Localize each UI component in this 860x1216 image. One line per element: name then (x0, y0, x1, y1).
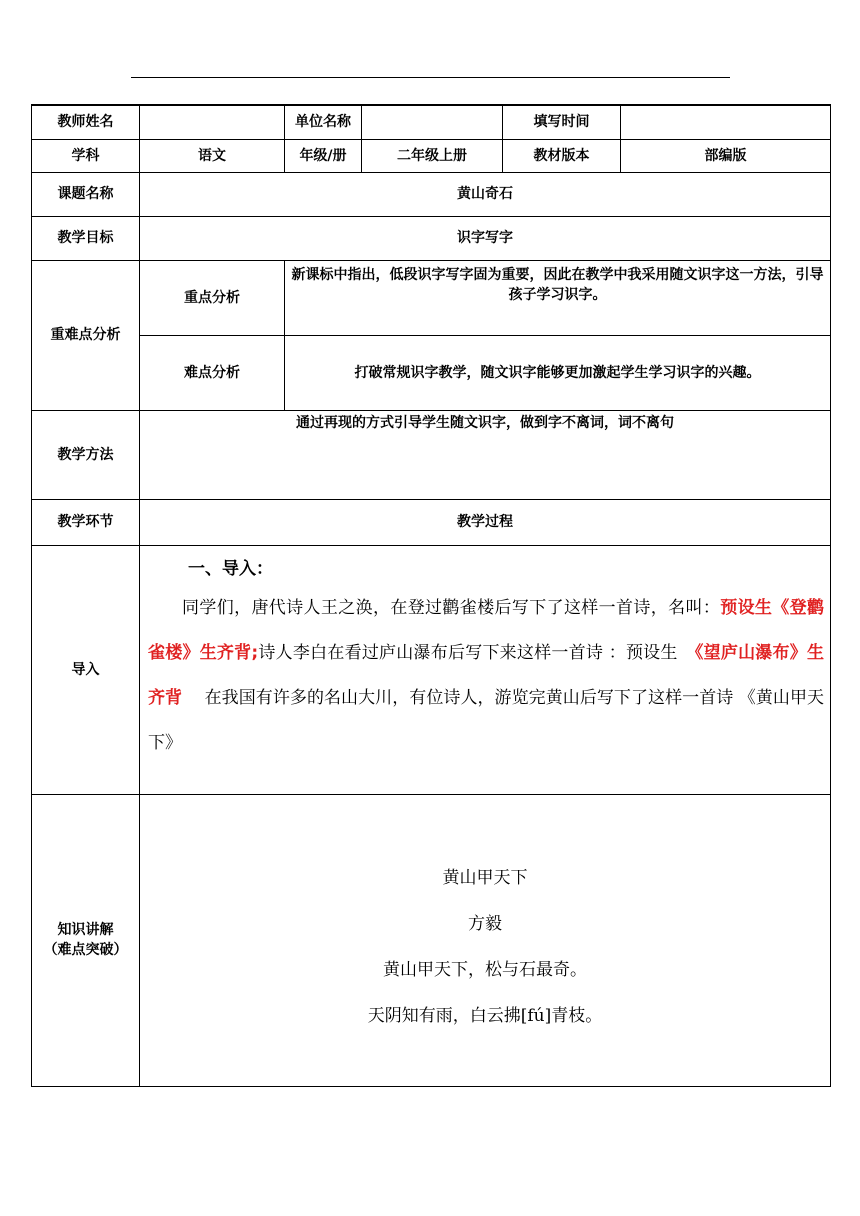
grade-label: 年级/册 (285, 139, 362, 172)
poem-author: 方毅 (468, 913, 502, 934)
poem-line-1: 黄山甲天下，松与石最奇。 (383, 959, 587, 980)
fill-time-value[interactable] (621, 105, 831, 139)
poem-line-2: 天阴知有雨，白云拂[fú]青枝。 (367, 1005, 603, 1026)
knowledge-label-line1: 知识讲解 (57, 922, 114, 938)
lesson-plan-table (31, 104, 831, 1087)
intro-text-1: 同学们，唐代诗人王之涣，在登过鹳雀楼后写下了这样一首诗，名叫： (182, 597, 721, 618)
intro-text-2: 诗人李白在看过庐山瀑布后写下来这样一首诗 ：预设生 (258, 642, 695, 663)
row-subject (32, 139, 831, 172)
row-knowledge (32, 794, 831, 1086)
row-topic (32, 172, 831, 216)
row-process-header (32, 499, 831, 545)
edition-label: 教材版本 (503, 139, 621, 172)
grade-value: 二年级上册 (362, 139, 503, 172)
hard-label: 难点分析 (140, 335, 285, 410)
row-focus (32, 260, 831, 335)
intro-red-2: 《望庐山瀑布》生齐背 (148, 642, 824, 708)
intro-label: 导入 (32, 545, 140, 794)
teacher-name-label: 教师姓名 (32, 105, 140, 139)
knowledge-label (32, 794, 140, 1086)
hard-text: 打破常规识字教学，随文识字能够更加激起学生学习识字的兴趣。 (285, 335, 831, 410)
method-label: 教学方法 (32, 410, 140, 499)
poem-title: 黄山甲天下 (442, 867, 528, 888)
unit-name-label: 单位名称 (285, 105, 362, 139)
knowledge-content (140, 794, 831, 1086)
teacher-name-value[interactable] (140, 105, 285, 139)
goal-label: 教学目标 (32, 216, 140, 260)
row-method (32, 410, 831, 499)
subject-value: 语文 (140, 139, 285, 172)
row-teacher (32, 105, 831, 139)
header-rule (131, 77, 730, 78)
process-stage-label: 教学环节 (32, 499, 140, 545)
process-label: 教学过程 (140, 499, 831, 545)
subject-label: 学科 (32, 139, 140, 172)
intro-paragraph (148, 586, 824, 766)
topic-label: 课题名称 (32, 172, 140, 216)
fill-time-label: 填写时间 (503, 105, 621, 139)
method-text: 通过再现的方式引导学生随文识字，做到字不离词，词不离句 (140, 410, 831, 499)
row-goal (32, 216, 831, 260)
intro-content (140, 545, 831, 794)
knowledge-label-line2: （难点突破） (43, 942, 128, 958)
row-hard (32, 335, 831, 410)
poem (140, 867, 830, 1028)
difficulty-label: 重难点分析 (32, 260, 140, 410)
intro-red-1: 预设生《登鹳雀楼》生齐背; (148, 597, 825, 663)
edition-value: 部编版 (621, 139, 831, 172)
goal-value: 识字写字 (140, 216, 831, 260)
unit-name-value[interactable] (362, 105, 503, 139)
row-intro (32, 545, 831, 794)
intro-text-3: 在我国有许多的名山大川，有位诗人，游览完黄山后写下了这样一首诗 《黄山甲天下》 (148, 687, 824, 753)
topic-value: 黄山奇石 (140, 172, 831, 216)
focus-text: 新课标中指出，低段识字写字固为重要，因此在教学中我采用随文识字这一方法，引导孩子学习识字。 (285, 260, 831, 335)
focus-label: 重点分析 (140, 260, 285, 335)
intro-heading: 一、导入： (188, 558, 273, 579)
